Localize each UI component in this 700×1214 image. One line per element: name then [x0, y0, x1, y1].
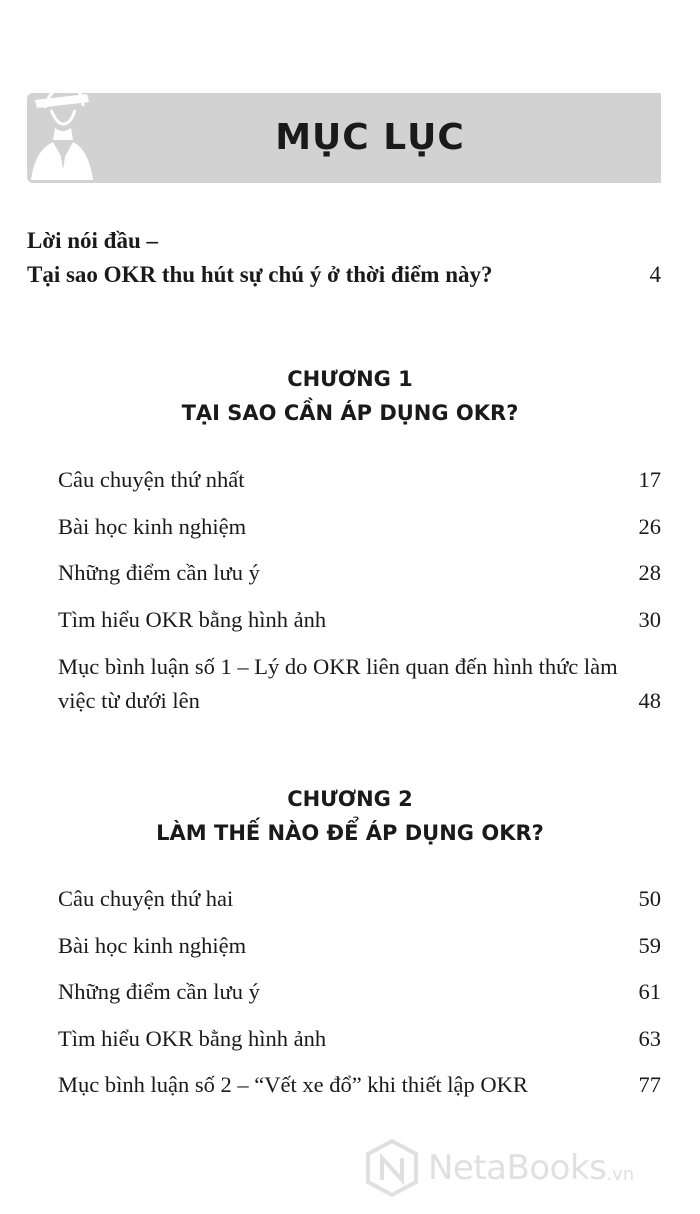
toc-entry-page: 50	[638, 886, 661, 911]
toc-entry-label: Những điểm cần lưu ý	[58, 979, 260, 1004]
toc-entry-label: Câu chuyện thứ hai	[58, 886, 234, 911]
toc-entry[interactable]	[58, 1022, 661, 1056]
toc-entry-label: Tìm hiểu OKR bằng hình ảnh	[58, 1026, 327, 1051]
toc-entry[interactable]	[58, 882, 661, 916]
toc-entry[interactable]	[58, 463, 661, 497]
toc-entry-page: 61	[638, 979, 661, 1004]
intro-label: Tại sao OKR thu hút sự chú ý ở thời điểm này?	[27, 262, 493, 287]
page-title: MỤC LỤC	[275, 117, 465, 158]
toc-entry-page: 48	[638, 688, 661, 713]
intro-page: 4	[649, 262, 661, 287]
toc-entry[interactable]	[58, 510, 661, 544]
toc-entry-label: Tìm hiểu OKR bằng hình ảnh	[58, 607, 327, 632]
toc-entry-page: 77	[638, 1072, 661, 1097]
toc-entry[interactable]	[58, 1068, 661, 1102]
toc-entry-label: Mục bình luận số 2 – “Vết xe đổ” khi thiết lập OKR	[58, 1072, 528, 1097]
watermark	[364, 1138, 684, 1198]
chapter-1-number: CHƯƠNG 1	[287, 367, 413, 391]
intro-line-1: Lời nói đầu –	[27, 228, 158, 253]
toc-entry[interactable]	[58, 929, 661, 963]
brand-logo-icon	[364, 1138, 420, 1198]
chapter-2-number: CHƯƠNG 2	[287, 787, 413, 811]
portrait-icon	[27, 80, 99, 183]
toc-entry-page: 63	[638, 1026, 661, 1051]
toc-entry[interactable]	[58, 603, 661, 637]
chapter-2-title: LÀM THẾ NÀO ĐỂ ÁP DỤNG OKR?	[156, 821, 544, 845]
toc-entry-page: 28	[638, 560, 661, 585]
toc-entry-page: 59	[638, 933, 661, 958]
toc-entry[interactable]	[58, 556, 661, 590]
chapter-1-title: TẠI SAO CẦN ÁP DỤNG OKR?	[181, 401, 519, 425]
toc-entry-page: 17	[638, 467, 661, 492]
toc-entry-label: Câu chuyện thứ nhất	[58, 467, 245, 492]
watermark-suffix: .vn	[606, 1163, 635, 1185]
toc-entry-label: Mục bình luận số 1 – Lý do OKR liên quan đến hình thức làm việc từ dưới lên	[58, 654, 618, 713]
toc-entry[interactable]	[58, 650, 661, 718]
watermark-brand: NetaBooks	[428, 1148, 607, 1188]
toc-entry-label: Bài học kinh nghiệm	[58, 933, 247, 958]
intro-entry	[27, 262, 661, 288]
toc-entry-page: 30	[638, 607, 661, 632]
toc-entry[interactable]	[58, 975, 661, 1009]
toc-entry-page: 26	[638, 514, 661, 539]
toc-entry-label: Những điểm cần lưu ý	[58, 560, 260, 585]
toc-entry-label: Bài học kinh nghiệm	[58, 514, 247, 539]
